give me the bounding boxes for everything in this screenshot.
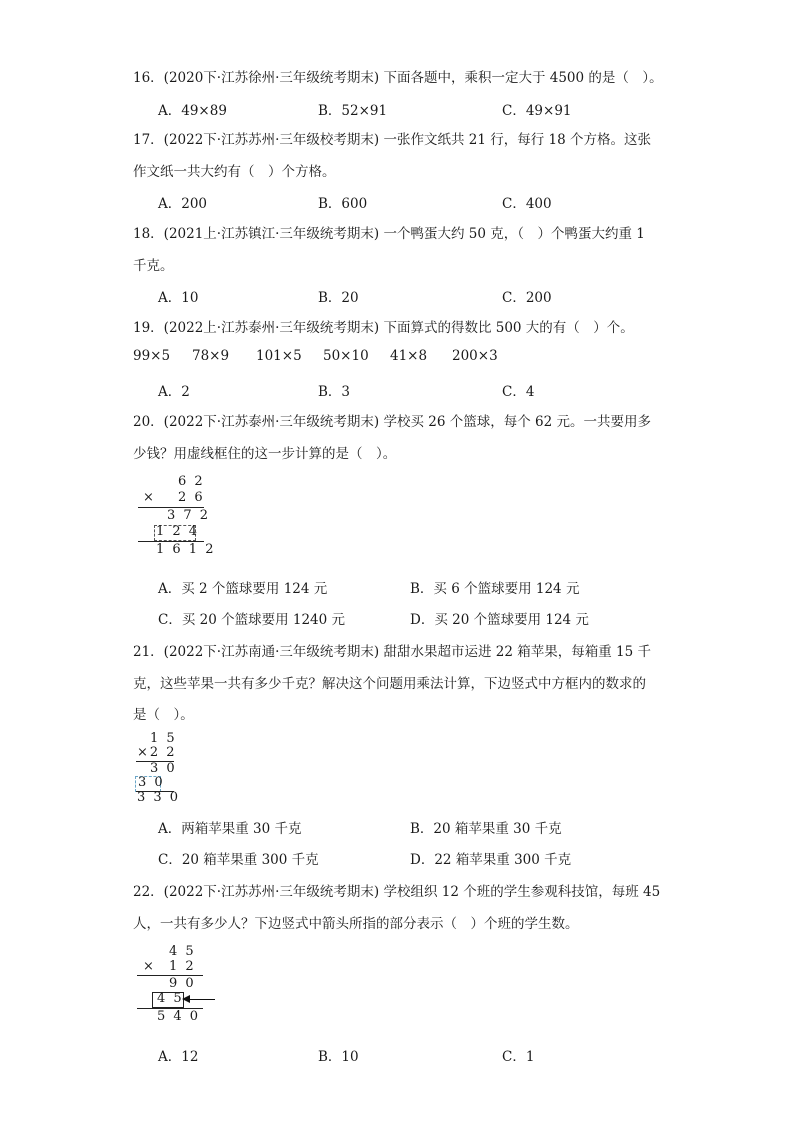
q21-option-c[interactable]: C．20 箱苹果重 300 千克 <box>158 852 319 868</box>
q21-calc-top: 1 5 <box>150 731 177 746</box>
q19-option-a[interactable]: A．2 <box>158 384 190 400</box>
question-20-stem-line1: 20．(2022下·江苏泰州·三年级统考期末) 学校买 26 个篮球，每个 62 元。一共要用多 <box>133 414 651 430</box>
q20-calc-multiplier: 2 6 <box>178 490 205 505</box>
q22-calc-partial-2: 4 5 <box>157 991 184 1006</box>
q19-expr-6: 200×3 <box>452 348 498 364</box>
q20-option-c[interactable]: C．买 20 个篮球要用 1240 元 <box>158 612 346 628</box>
q19-expr-3: 101×5 <box>256 348 302 364</box>
question-19-stem: 19．(2022上·江苏泰州·三年级统考期末) 下面算式的得数比 500 大的有（ ）个。 <box>133 320 634 336</box>
q22-option-b[interactable]: B．10 <box>318 1049 359 1065</box>
q17-option-b[interactable]: B．600 <box>318 196 368 212</box>
q22-calc-top: 4 5 <box>169 944 196 959</box>
question-21-stem-line3: 是（ ）。 <box>133 707 194 723</box>
q22-vertical-multiplication <box>133 944 223 1026</box>
q16-option-c[interactable]: C．49×91 <box>502 103 572 119</box>
q19-option-b[interactable]: B．3 <box>318 384 351 400</box>
q17-option-a[interactable]: A．200 <box>158 196 208 212</box>
q21-calc-result: 3 3 0 <box>137 790 181 805</box>
q20-option-d[interactable]: D．买 20 个篮球要用 124 元 <box>410 612 589 628</box>
q18-option-c[interactable]: C．200 <box>502 290 552 306</box>
q19-option-c[interactable]: C．4 <box>502 384 535 400</box>
q22-calc-multiplier: 1 2 <box>169 959 196 974</box>
q19-expr-4: 50×10 <box>323 348 369 364</box>
q20-calc-result: 1 6 1 2 <box>156 542 216 557</box>
arrow-left-icon <box>182 995 190 1003</box>
q19-expr-2: 78×9 <box>192 348 230 364</box>
q16-option-b[interactable]: B．52×91 <box>318 103 388 119</box>
q22-calc-times: × <box>143 959 156 974</box>
q21-vertical-multiplication <box>133 731 183 805</box>
q20-vertical-multiplication <box>133 474 216 560</box>
q21-option-a[interactable]: A．两箱苹果重 30 千克 <box>158 821 302 837</box>
q20-calc-partial-1: 3 7 2 <box>167 508 211 523</box>
q21-calc-partial-1: 3 0 <box>150 761 177 776</box>
q22-calc-partial-1: 9 0 <box>169 976 196 991</box>
question-21-stem-line1: 21．(2022下·江苏南通·三年级统考期末) 甜甜水果超市运进 22 箱苹果，每箱重 15 千 <box>133 644 651 660</box>
q19-expr-1: 99×5 <box>133 348 171 364</box>
q22-option-a[interactable]: A．12 <box>158 1049 199 1065</box>
q20-calc-times: × <box>143 490 156 505</box>
question-22-stem-line2: 人，一共有多少人？下边竖式中箭头所指的部分表示（ ）个班的学生数。 <box>133 916 579 932</box>
q16-option-a[interactable]: A．49×89 <box>158 103 227 119</box>
q20-calc-partial-2: 1 2 4 <box>156 524 200 539</box>
question-16-stem: 16．(2020下·江苏徐州·三年级统考期末) 下面各题中，乘积一定大于 4500 的是（ ）。 <box>133 70 663 86</box>
q18-option-b[interactable]: B．20 <box>318 290 359 306</box>
question-22-stem-line1: 22．(2022下·江苏苏州·三年级统考期末) 学校组织 12 个班的学生参观科技馆，每班 45 <box>133 884 661 900</box>
q20-option-a[interactable]: A．买 2 个篮球要用 124 元 <box>158 581 328 597</box>
q21-calc-multiplier: ×2 2 <box>137 745 177 760</box>
q21-option-b[interactable]: B．20 箱苹果重 30 千克 <box>410 821 562 837</box>
q21-option-d[interactable]: D．22 箱苹果重 300 千克 <box>410 852 572 868</box>
q22-arrow-shaft <box>188 999 215 1000</box>
q20-calc-top: 6 2 <box>178 474 205 489</box>
question-21-stem-line2: 克，这些苹果一共有多少千克？解决这个问题用乘法计算，下边竖式中方框内的数求的 <box>133 676 646 692</box>
question-17-stem-line1: 17．(2022下·江苏苏州·三年级校考期末) 一张作文纸共 21 行，每行 18 个方格。这张 <box>133 132 651 148</box>
q22-option-c[interactable]: C．1 <box>502 1049 535 1065</box>
question-20-stem-line2: 少钱？用虚线框住的这一步计算的是（ ）。 <box>133 446 397 462</box>
q18-option-a[interactable]: A．10 <box>158 290 199 306</box>
q20-option-b[interactable]: B．买 6 个篮球要用 124 元 <box>410 581 580 597</box>
question-18-stem-line2: 千克。 <box>133 258 174 274</box>
question-18-stem-line1: 18．(2021上·江苏镇江·三年级统考期末) 一个鸭蛋大约 50 克，（ ）个鸭蛋大约重 1 <box>133 226 645 242</box>
q17-option-c[interactable]: C．400 <box>502 196 552 212</box>
q19-expr-5: 41×8 <box>390 348 428 364</box>
question-17-stem-line2: 作文纸一共大约有（ ）个方格。 <box>133 164 336 180</box>
q21-calc-partial-2: 3 0 <box>138 775 165 790</box>
q22-calc-result: 5 4 0 <box>157 1009 201 1024</box>
